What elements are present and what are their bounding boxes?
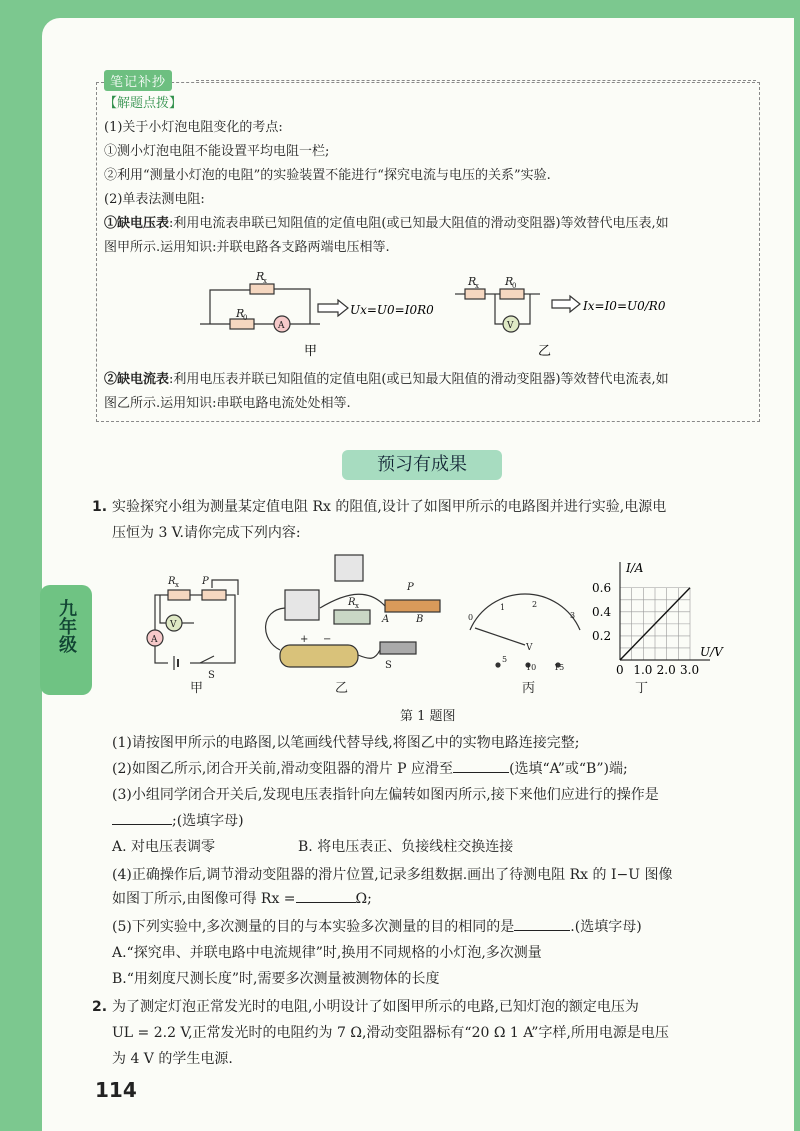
fig-ding-label: 丁 <box>635 681 649 696</box>
notes-circuits <box>200 262 670 362</box>
graph-x-label: U/V <box>700 645 723 659</box>
iu-graph <box>592 561 724 677</box>
svg-text:R: R <box>468 275 477 288</box>
svg-text:R: R <box>236 307 245 320</box>
svg-text:S: S <box>208 670 215 681</box>
meter-scale-label: 10 <box>526 663 537 672</box>
notes-badge: 笔记补抄 <box>104 70 172 91</box>
fig-yi-label: 乙 <box>335 681 349 696</box>
notes-line-5-text: :利用电流表串联已知阻值的定值电阻(或已知最大阻值的滑动变阻器)等效替代电压表,如 <box>169 216 669 231</box>
svg-text:B: B <box>416 614 424 625</box>
fig-bing-label: 丙 <box>522 681 536 696</box>
svg-text:+: + <box>300 634 309 645</box>
notes-line-4: (2)单表法测电阻: <box>104 192 205 207</box>
meter-unit: V <box>526 643 533 653</box>
notes-line-7 <box>104 370 669 390</box>
meter-scale-label: 1 <box>500 603 506 612</box>
section-title: 预习有成果 <box>342 450 502 480</box>
meter-scale-label: 15 <box>554 663 565 672</box>
q1-part-5-option-a: A.“探究串、并联电路中电流规律”时,换用不同规格的小灯泡,多次测量 <box>112 945 542 961</box>
notes-line-7-text: :利用电压表并联已知阻值的定值电阻(或已知最大阻值的滑动变阻器)等效替代电流表,如 <box>169 372 669 387</box>
formula-a: Ux=U0=I0R0 <box>350 303 434 317</box>
svg-text:−: − <box>323 634 332 645</box>
q1-line-2: 压恒为 3 V.请你完成下列内容: <box>112 525 301 541</box>
notes-fig-b-label: 乙 <box>538 344 552 359</box>
svg-text:x: x <box>175 581 179 589</box>
meter-scale-label: 5 <box>502 655 508 664</box>
q1-part-5 <box>112 916 642 938</box>
q1-part-5-blank[interactable] <box>514 916 570 931</box>
notes-line-5 <box>104 214 669 234</box>
svg-text:0: 0 <box>243 314 248 322</box>
q1-part-2 <box>112 758 628 780</box>
q1-part-3-option-b: B. 将电压表正、负接线柱交换连接 <box>298 839 514 855</box>
q1-figures <box>130 550 723 710</box>
graph-y-tick: 0.6 <box>592 580 612 595</box>
q1-part-4-text: 如图丁所示,由图像可得 Rx = <box>112 891 296 907</box>
graph-x-tick: 2.0 <box>656 663 676 677</box>
svg-text:x: x <box>475 282 479 290</box>
svg-text:V: V <box>507 321 514 331</box>
missing-voltmeter-label: ①缺电压表 <box>104 216 170 231</box>
svg-text:R: R <box>505 275 514 288</box>
svg-text:P: P <box>407 582 414 593</box>
q1-part-2-text: (2)如图乙所示,闭合开关前,滑动变阻器的滑片 P 应滑至 <box>112 761 454 777</box>
meter-scale-label: 2 <box>532 600 538 609</box>
svg-text:0: 0 <box>512 282 517 290</box>
q1-part-4-blank[interactable] <box>296 888 356 903</box>
notes-heading: 【解题点拨】 <box>104 96 183 111</box>
grade-tab-label: 九年级 <box>56 599 77 653</box>
notes-line-6: 图甲所示.运用知识:并联电路各支路两端电压相等. <box>104 240 390 255</box>
q1-part-3: (3)小组同学闭合开关后,发现电压表指针向左偏转如图丙所示,接下来他们应进行的操作是 <box>112 787 659 803</box>
svg-text:P: P <box>202 576 209 587</box>
svg-text:x: x <box>355 602 359 610</box>
grade-tab <box>40 585 92 695</box>
q1-number: 1. <box>92 499 108 515</box>
q1-part-2-blank[interactable] <box>453 758 509 773</box>
q1-part-2-tail: (选填“A”或“B”)端; <box>509 761 628 777</box>
graph-x-tick: 1.0 <box>633 663 653 677</box>
q1-part-4b <box>112 888 372 910</box>
svg-text:A: A <box>382 614 390 625</box>
q1-figure-caption: 第 1 题图 <box>400 709 456 724</box>
meter-scale-label: 3 <box>570 611 576 620</box>
fig-jia-label: 甲 <box>190 681 204 696</box>
graph-x-tick: 3.0 <box>680 663 700 677</box>
missing-ammeter-label: ②缺电流表 <box>104 372 170 387</box>
notes-fig-a-label: 甲 <box>304 344 318 359</box>
notes-line-2: ①测小灯泡电阻不能设置平均电阻一栏; <box>104 144 330 159</box>
q2-line-2: UL = 2.2 V,正常发光时的电阻约为 7 Ω,滑动变阻器标有“20 Ω 1 A”字样,所用电源是电压 <box>112 1025 669 1041</box>
q1-part-5-option-b: B.“用刻度尺测长度”时,需要多次测量被测物体的长度 <box>112 971 440 987</box>
q2-line-3: 为 4 V 的学生电源. <box>112 1051 233 1067</box>
svg-text:R: R <box>168 576 176 587</box>
page-number: 114 <box>95 1078 137 1102</box>
meter-scale-label: 0 <box>468 613 474 622</box>
notes-line-1: (1)关于小灯泡电阻变化的考点: <box>104 120 283 135</box>
q1-part-1: (1)请按图甲所示的电路图,以笔画线代替导线,将图乙中的实物电路连接完整; <box>112 735 580 751</box>
q1-part-5-text: (5)下列实验中,多次测量的目的与本实验多次测量的目的相同的是 <box>112 919 515 935</box>
graph-y-tick: 0.4 <box>592 604 612 619</box>
q1-line-1: 实验探究小组为测量某定值电阻 Rx 的阻值,设计了如图甲所示的电路图并进行实验,电源电 <box>112 499 667 515</box>
notes-line-3: ②利用“测量小灯泡的电阻”的实验装置不能进行“探究电流与电压的关系”实验. <box>104 168 551 183</box>
formula-b: Ix=I0=U0/R0 <box>583 299 666 313</box>
q1-part-3-blank[interactable] <box>112 810 172 825</box>
svg-text:S: S <box>385 660 392 671</box>
q1-part-3b <box>112 810 244 832</box>
svg-text:A: A <box>278 321 285 331</box>
notes-line-8: 图乙所示.运用知识:串联电路电流处处相等. <box>104 396 351 411</box>
svg-text:A: A <box>151 635 158 645</box>
q1-part-3-option-a: A. 对电压表调零 <box>112 839 216 855</box>
q1-part-3-tail: ;(选填字母) <box>172 813 244 829</box>
q1-part-5-tail: .(选填字母) <box>570 919 642 935</box>
q2-line-1: 为了测定灯泡正常发光时的电阻,小明设计了如图甲所示的电路,已知灯泡的额定电压为 <box>112 999 639 1015</box>
graph-y-label: I/A <box>626 561 644 575</box>
q1-part-4-unit: Ω; <box>355 891 372 907</box>
graph-x-tick: 0 <box>616 663 624 677</box>
graph-y-tick: 0.2 <box>592 628 612 643</box>
svg-text:V: V <box>170 620 177 630</box>
notes-top-line <box>196 80 756 81</box>
svg-text:R: R <box>348 597 356 608</box>
svg-text:x: x <box>263 277 267 285</box>
q1-part-4: (4)正确操作后,调节滑动变阻器的滑片位置,记录多组数据.画出了待测电阻 Rx 的 I−U 图像 <box>112 867 673 883</box>
q2-number: 2. <box>92 999 108 1015</box>
svg-text:R: R <box>256 270 265 283</box>
